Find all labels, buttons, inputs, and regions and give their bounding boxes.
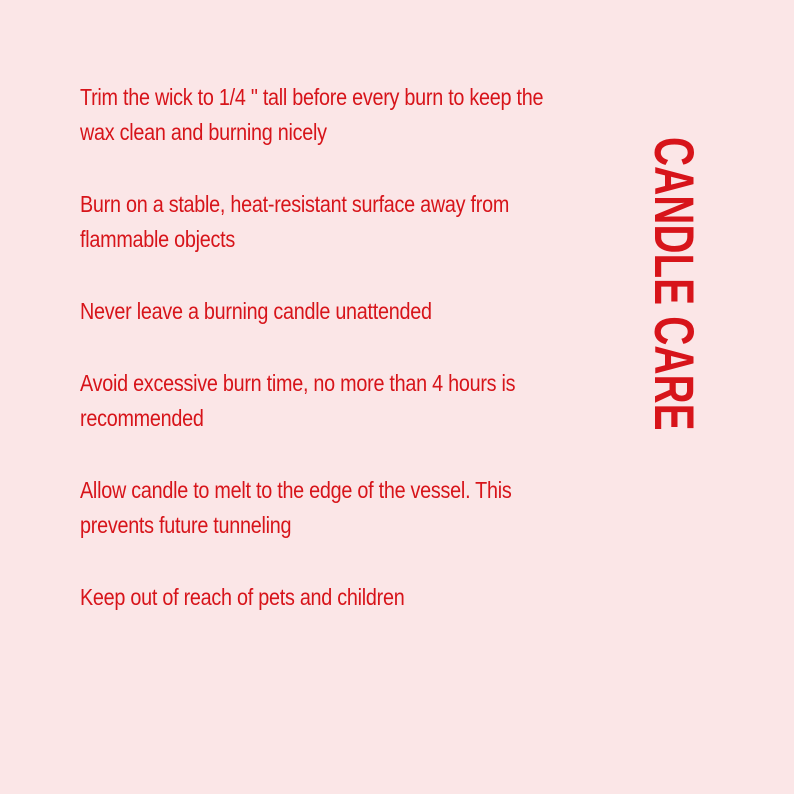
page-title: CANDLE CARE (643, 137, 706, 431)
page-title-wrapper (640, 80, 708, 448)
tip-never-unattended: Never leave a burning candle unattended (80, 298, 432, 324)
tip-trim-wick: Trim the wick to 1/4 " tall before every burn to keep the wax clean and burning nicely (80, 84, 544, 145)
tip-melt-to-edge: Allow candle to melt to the edge of the vessel. This prevents future tunneling (80, 477, 512, 538)
tip-keep-out-of-reach: Keep out of reach of pets and children (80, 584, 405, 610)
vertical-title-container (640, 80, 708, 448)
tip-burn-time: Avoid excessive burn time, no more than 4 hours is recommended (80, 370, 516, 431)
tip-stable-surface: Burn on a stable, heat-resistant surface away from flammable objects (80, 191, 510, 252)
candle-care-tips-list (80, 80, 550, 652)
